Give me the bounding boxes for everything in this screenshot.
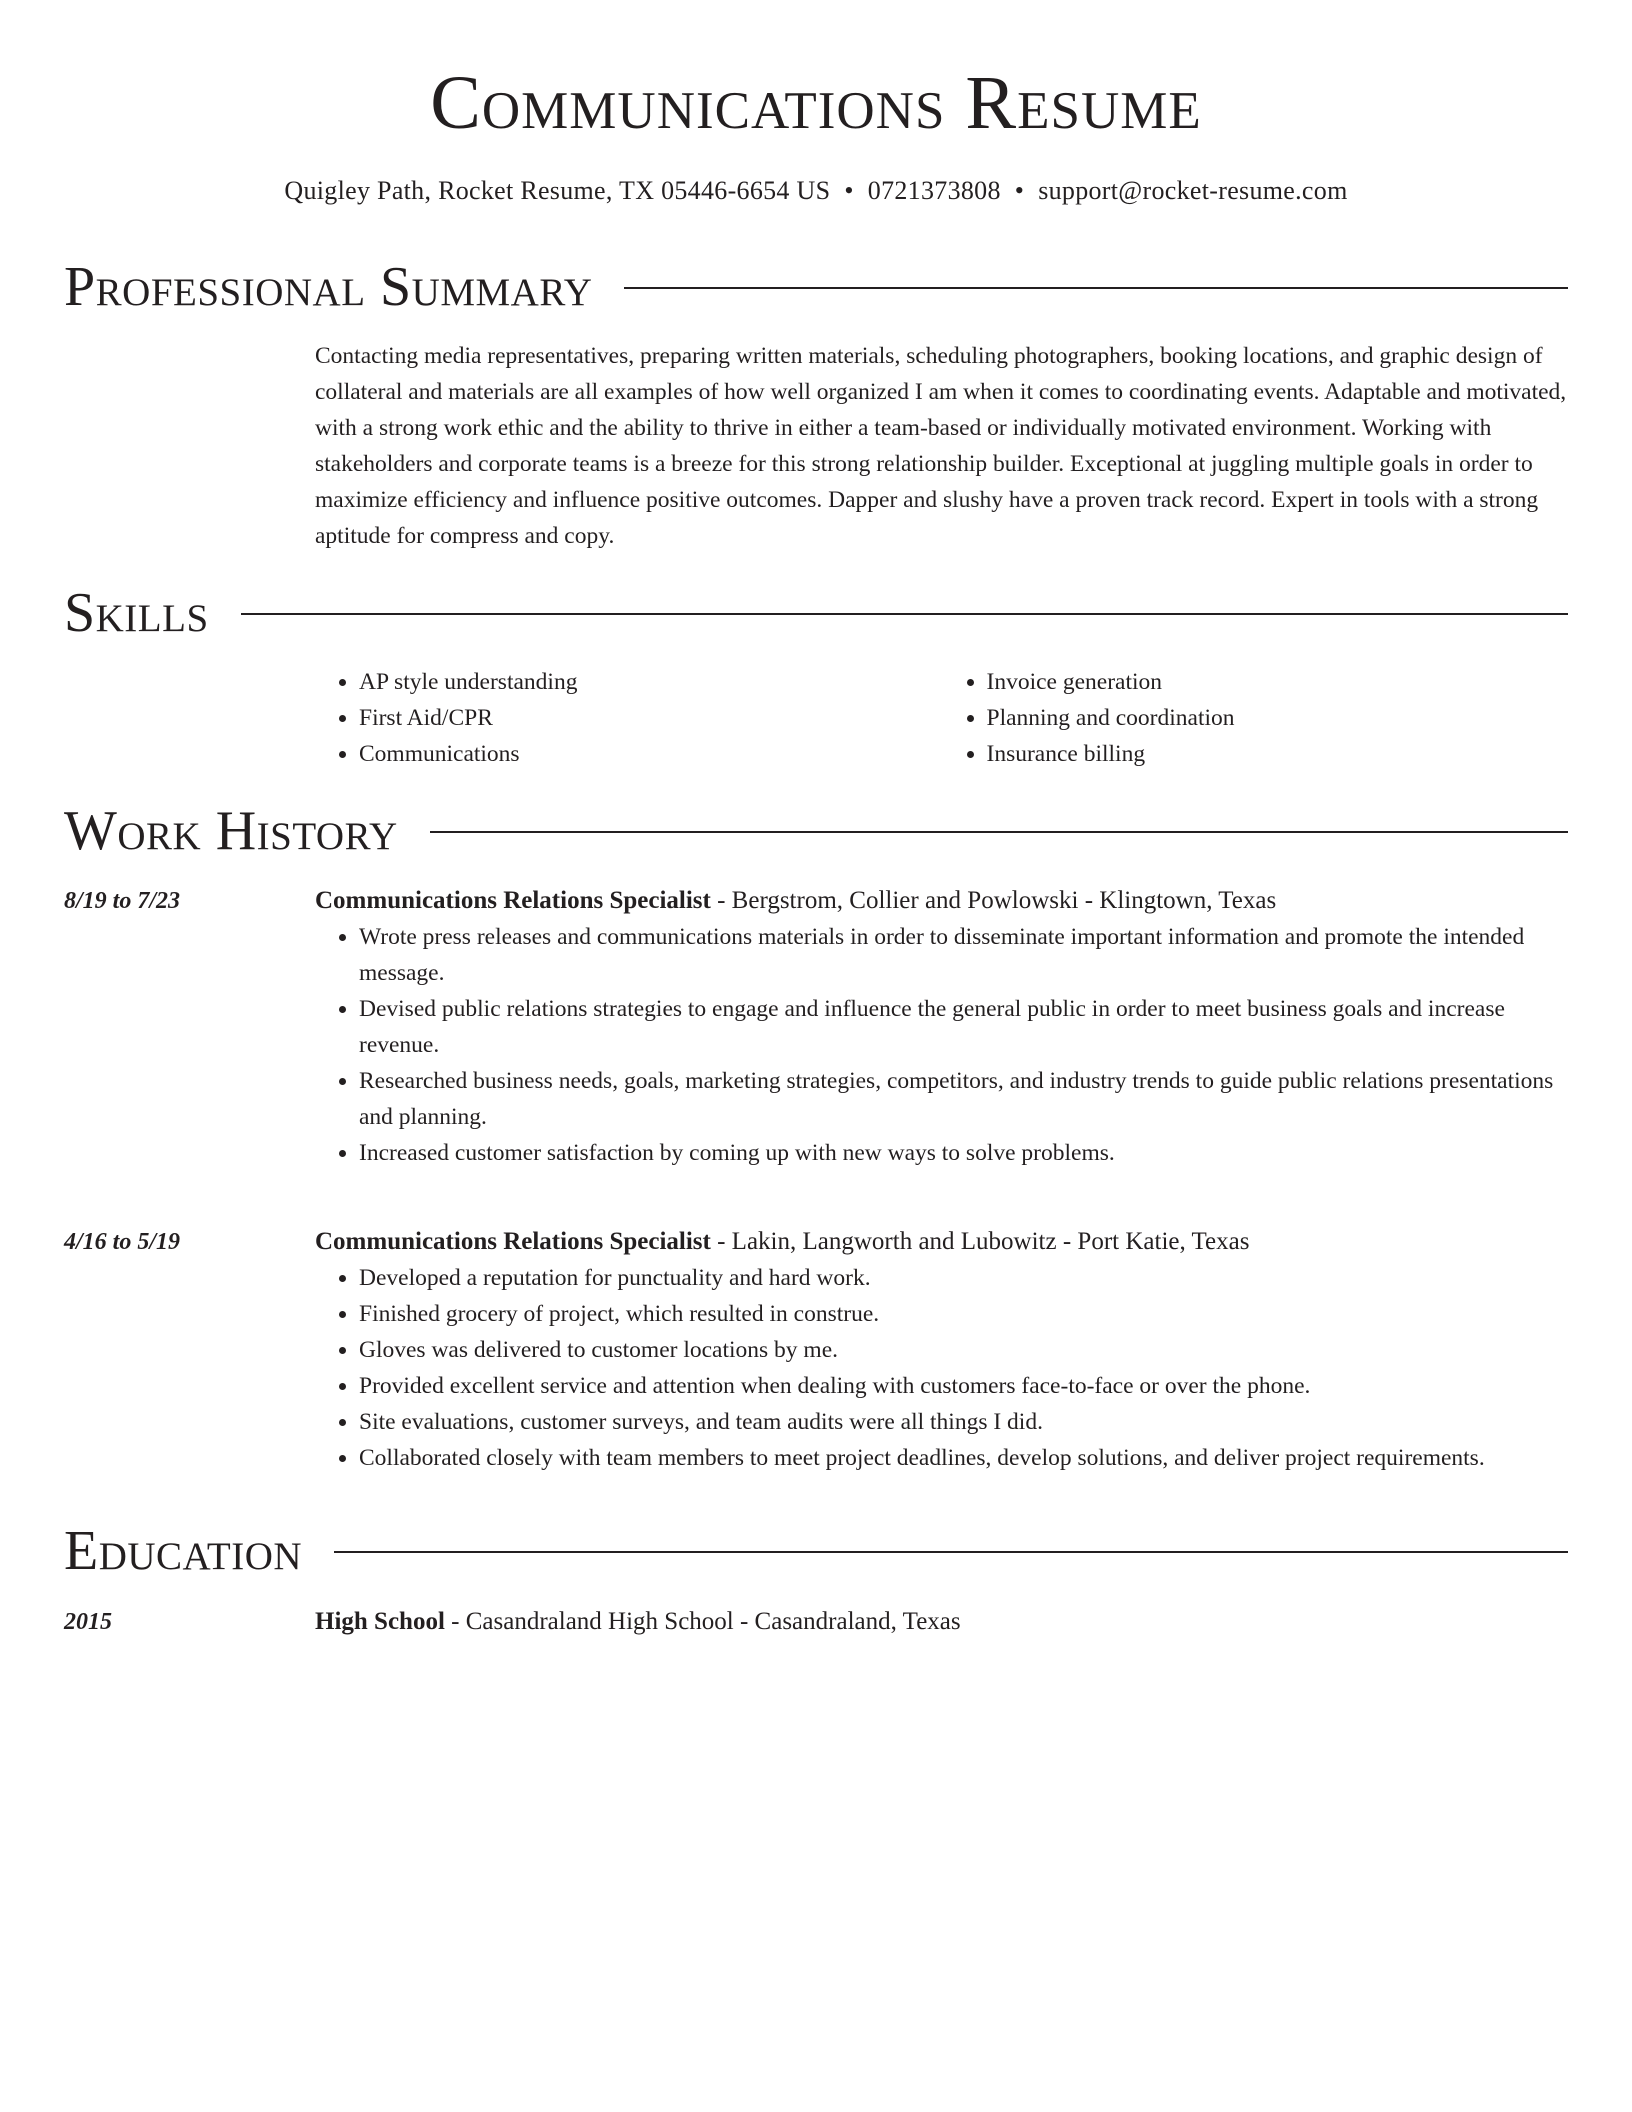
contact-phone: 0721373808 bbox=[867, 176, 1001, 205]
section-divider bbox=[241, 613, 1568, 615]
job-bullet: • Increased customer satisfaction by coming up with new ways to solve problems. bbox=[359, 1135, 1570, 1171]
contact-line bbox=[0, 174, 1632, 208]
job-entry bbox=[315, 883, 1570, 1171]
job-title-line bbox=[315, 883, 1570, 919]
contact-address: Quigley Path, Rocket Resume, TX 05446-6654 US bbox=[284, 176, 831, 205]
job-bullet: • Developed a reputation for punctuality and hard work. bbox=[359, 1260, 1570, 1296]
section-divider bbox=[624, 287, 1568, 289]
work-section-heading bbox=[64, 798, 1568, 864]
education-degree: High School bbox=[315, 1608, 445, 1635]
work-heading: Work History bbox=[64, 800, 398, 862]
job-role: Communications Relations Specialist bbox=[315, 1228, 711, 1255]
resume-title: Communications Resume bbox=[430, 61, 1202, 145]
job-company: - Bergstrom, Collier and Powlowski - Klingtown, Texas bbox=[710, 887, 1277, 914]
job-bullet: • Collaborated closely with team members to meet project deadlines, develop solutions, and deliver project requirements. bbox=[359, 1440, 1570, 1476]
skill-item: • First Aid/CPR bbox=[359, 700, 943, 736]
education-section-heading bbox=[64, 1518, 1568, 1584]
job-entry bbox=[315, 1224, 1570, 1476]
job-bullets bbox=[315, 919, 1570, 1171]
job-company: - Lakin, Langworth and Lubowitz - Port Katie, Texas bbox=[710, 1228, 1250, 1255]
section-divider bbox=[430, 831, 1568, 833]
job-dates: 8/19 to 7/23 bbox=[64, 888, 181, 914]
skills-list bbox=[315, 664, 1570, 772]
skills-section-heading bbox=[64, 580, 1568, 646]
education-entry bbox=[315, 1604, 1570, 1640]
summary-section-heading bbox=[64, 254, 1568, 320]
contact-separator: • bbox=[1014, 176, 1025, 205]
job-bullet: • Gloves was delivered to customer locations by me. bbox=[359, 1332, 1570, 1368]
job-bullets bbox=[315, 1260, 1570, 1476]
job-bullet: • Wrote press releases and communications materials in order to disseminate important information and promote the intended message. bbox=[359, 919, 1570, 991]
skill-item: • AP style understanding bbox=[359, 664, 943, 700]
job-bullet: • Provided excellent service and attention when dealing with customers face-to-face or over the phone. bbox=[359, 1368, 1570, 1404]
skills-column-right bbox=[943, 664, 1571, 772]
education-year: 2015 bbox=[64, 1609, 112, 1635]
summary-block bbox=[315, 338, 1570, 554]
skill-item: • Invoice generation bbox=[987, 664, 1571, 700]
job-dates: 4/16 to 5/19 bbox=[64, 1229, 181, 1255]
summary-heading: Professional Summary bbox=[64, 256, 593, 318]
skill-item: • Insurance billing bbox=[987, 736, 1571, 772]
contact-separator: • bbox=[844, 176, 854, 205]
job-role: Communications Relations Specialist bbox=[315, 887, 711, 914]
summary-text: Contacting media representatives, preparing written materials, scheduling photographers, booking locations, and graphic design of collateral and materials are all examples of how well organized I am when it comes to coordinating events. Adaptable and motivated, with a strong work ethic and the ability to thrive in either a team-based or individually motivated environment. Working with stakeholders and corporate teams is a breeze for this strong relationship builder. Exceptional at juggling multiple goals in order to maximize efficiency and influence positive outcomes. Dapper and slushy have a proven track record. Expert in tools with a strong aptitude for compress and copy. bbox=[315, 343, 1567, 549]
job-title-line bbox=[315, 1224, 1570, 1260]
section-divider bbox=[334, 1551, 1568, 1553]
education-heading: Education bbox=[64, 1520, 303, 1582]
skill-item: • Planning and coordination bbox=[987, 700, 1571, 736]
job-bullet: • Researched business needs, goals, marketing strategies, competitors, and industry trends to guide public relations presentations and planning. bbox=[359, 1063, 1570, 1135]
contact-email: support@rocket-resume.com bbox=[1038, 176, 1348, 205]
job-bullet: • Site evaluations, customer surveys, and team audits were all things I did. bbox=[359, 1404, 1570, 1440]
skills-heading: Skills bbox=[64, 582, 209, 644]
skill-item: • Communications bbox=[359, 736, 943, 772]
skills-column-left bbox=[315, 664, 943, 772]
job-bullet: • Devised public relations strategies to engage and influence the general public in order to meet business goals and increase revenue. bbox=[359, 991, 1570, 1063]
job-bullet: • Finished grocery of project, which resulted in construe. bbox=[359, 1296, 1570, 1332]
education-line bbox=[315, 1604, 1570, 1640]
education-school: - Casandraland High School - Casandraland, Texas bbox=[444, 1608, 961, 1635]
